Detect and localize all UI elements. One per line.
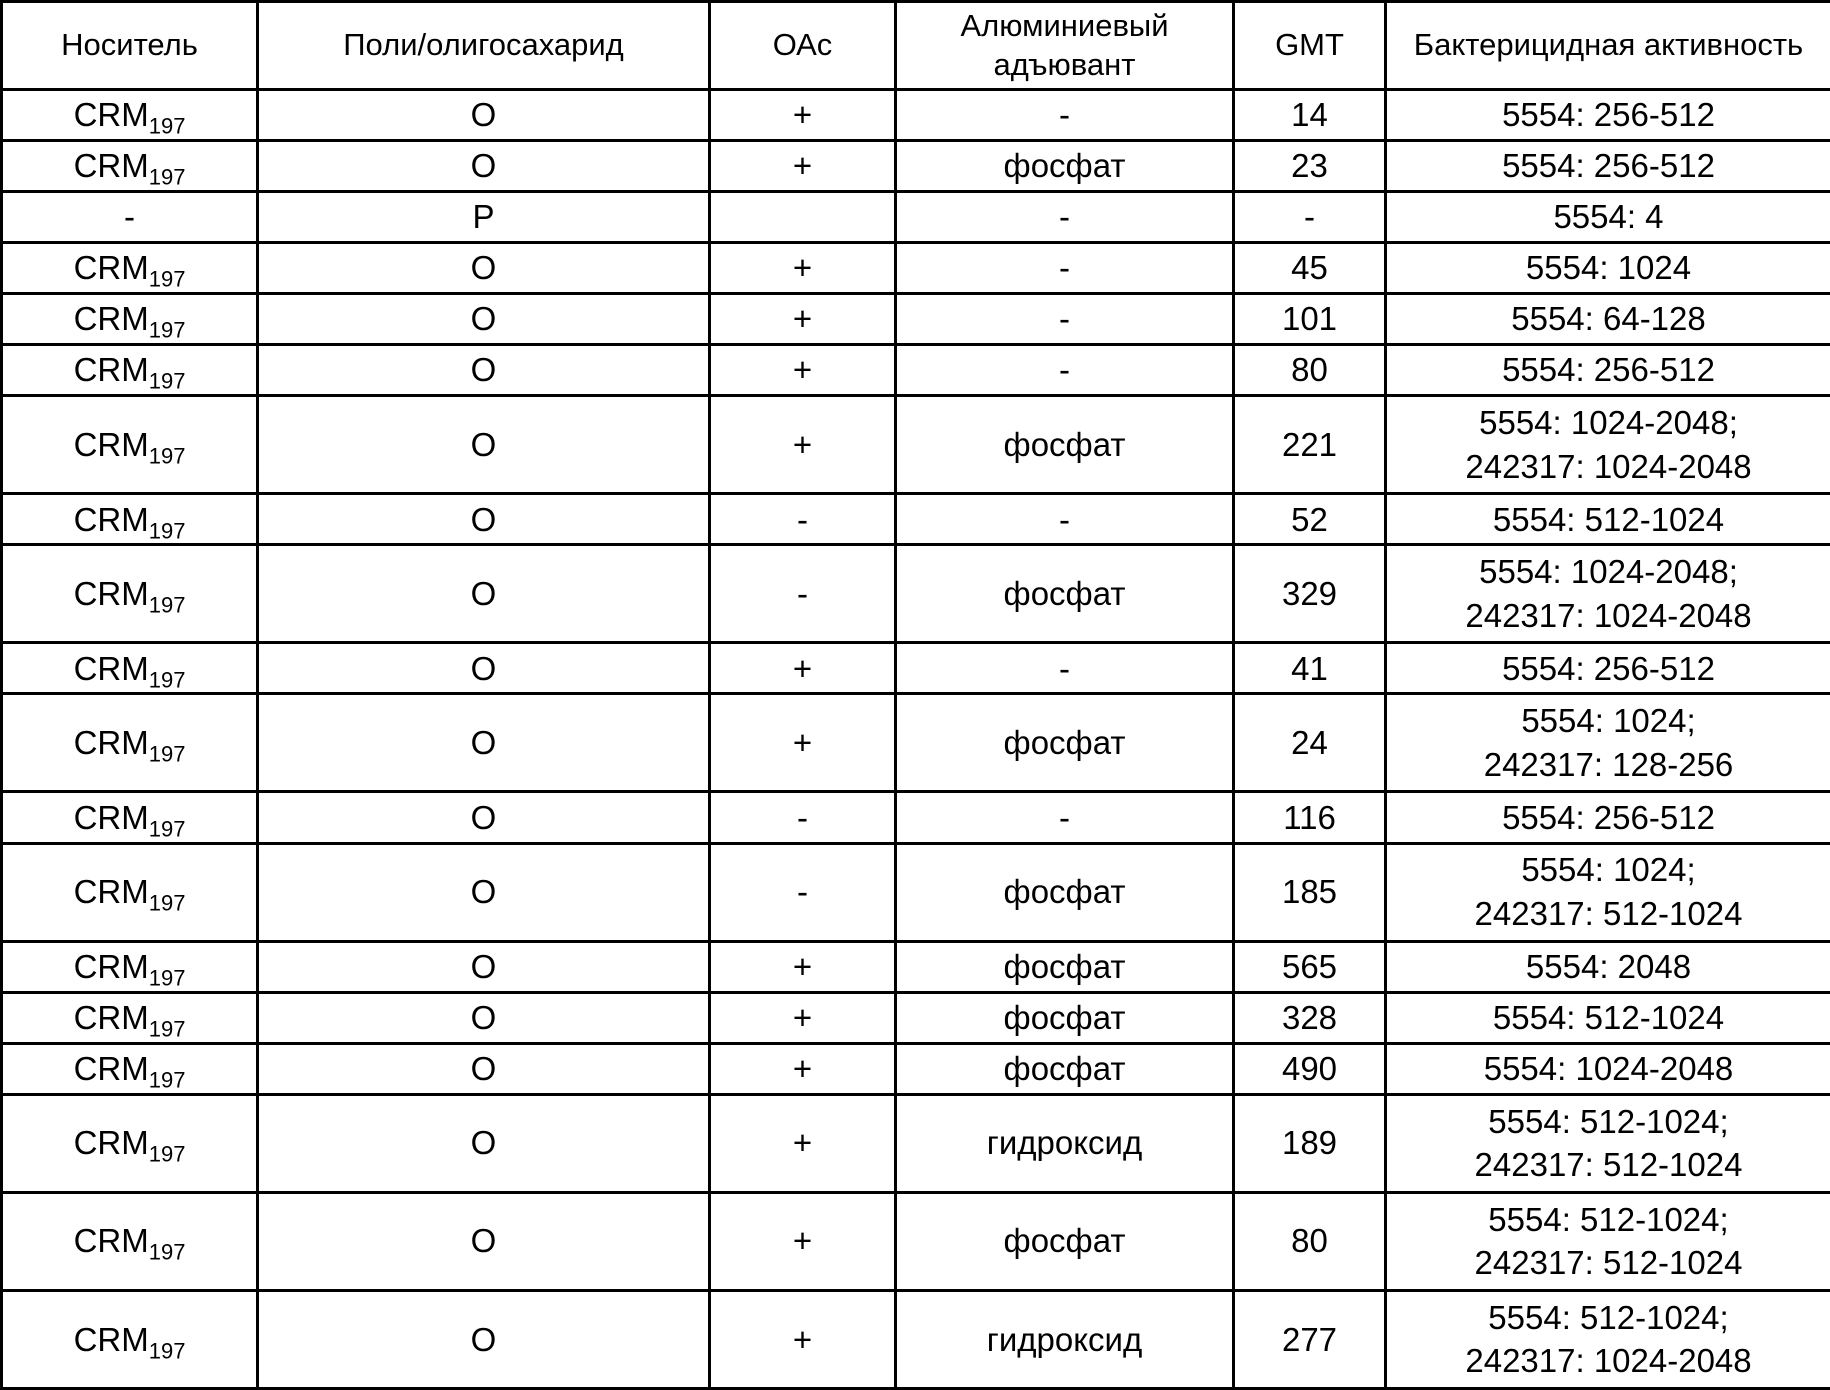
cell-activity: 5554: 256-512: [1386, 90, 1830, 141]
cell-gmt: 52: [1234, 494, 1386, 545]
cell-oac: -: [710, 494, 896, 545]
cell-activity: 5554: 512-1024: [1386, 494, 1830, 545]
cell-carrier: $CRM_{197}$: [2, 992, 258, 1043]
cell-oac: +: [710, 294, 896, 345]
cell-saccharide: О: [258, 792, 710, 843]
cell-activity: 5554: 256-512: [1386, 792, 1830, 843]
cell-adjuvant: гидроксид: [896, 1290, 1234, 1388]
cell-carrier: $CRM_{197}$: [2, 941, 258, 992]
table-row: [2, 643, 1830, 694]
cell-saccharide: О: [258, 941, 710, 992]
table-row: [2, 1094, 1830, 1192]
cell-carrier: $CRM_{197}$: [2, 345, 258, 396]
carrier-subscript: 197: [148, 816, 186, 842]
cell-activity: 5554: 1024: [1386, 243, 1830, 294]
carrier-subscript: 197: [148, 592, 186, 618]
cell-saccharide: О: [258, 694, 710, 792]
cell-saccharide: О: [258, 243, 710, 294]
cell-carrier: $CRM_{197}$: [2, 396, 258, 494]
cell-oac: -: [710, 792, 896, 843]
cell-activity: 5554: 256-512: [1386, 345, 1830, 396]
cell-gmt: 329: [1234, 545, 1386, 643]
cell-gmt: 24: [1234, 694, 1386, 792]
cell-carrier: $CRM_{197}$: [2, 90, 258, 141]
cell-saccharide: Р: [258, 192, 710, 243]
cell-activity: 5554: 1024-2048: [1386, 1043, 1830, 1094]
cell-carrier: $CRM_{197}$: [2, 1043, 258, 1094]
cell-oac: +: [710, 1043, 896, 1094]
cell-carrier: $CRM_{197}$: [2, 1290, 258, 1388]
cell-carrier: $CRM_{197}$: [2, 694, 258, 792]
cell-adjuvant: -: [896, 243, 1234, 294]
carrier-subscript: 197: [148, 1240, 186, 1266]
cell-adjuvant: -: [896, 494, 1234, 545]
cell-oac: +: [710, 1192, 896, 1290]
cell-gmt: 80: [1234, 345, 1386, 396]
cell-oac: +: [710, 396, 896, 494]
cell-activity: 5554: 512-1024; 242317: 512-1024: [1386, 1094, 1830, 1192]
cell-gmt: 328: [1234, 992, 1386, 1043]
cell-carrier: $CRM_{197}$: [2, 141, 258, 192]
cell-adjuvant: фосфат: [896, 141, 1234, 192]
cell-adjuvant: гидроксид: [896, 1094, 1234, 1192]
carrier-subscript: 197: [148, 965, 186, 991]
carrier-subscript: 197: [148, 667, 186, 693]
cell-saccharide: О: [258, 345, 710, 396]
cell-saccharide: О: [258, 843, 710, 941]
table-header-row: [2, 2, 1830, 90]
cell-gmt: 41: [1234, 643, 1386, 694]
cell-adjuvant: фосфат: [896, 1043, 1234, 1094]
cell-gmt: 490: [1234, 1043, 1386, 1094]
cell-activity: 5554: 512-1024: [1386, 992, 1830, 1043]
cell-gmt: 80: [1234, 1192, 1386, 1290]
column-header-adjuvant: Алюминиевый адъювант: [896, 2, 1234, 90]
cell-oac: +: [710, 345, 896, 396]
cell-adjuvant: -: [896, 792, 1234, 843]
cell-saccharide: О: [258, 141, 710, 192]
carrier-subscript: 197: [148, 266, 186, 292]
carrier-subscript: 197: [148, 1338, 186, 1364]
table-row: [2, 192, 1830, 243]
cell-carrier: $CRM_{197}$: [2, 545, 258, 643]
table-row: [2, 345, 1830, 396]
cell-saccharide: О: [258, 294, 710, 345]
cell-adjuvant: фосфат: [896, 396, 1234, 494]
carrier-subscript: 197: [148, 1016, 186, 1042]
cell-carrier: $CRM_{197}$: [2, 1192, 258, 1290]
cell-adjuvant: фосфат: [896, 941, 1234, 992]
table-row: [2, 1192, 1830, 1290]
column-header-activity: Бактерицидная активность: [1386, 2, 1830, 90]
cell-activity: 5554: 256-512: [1386, 141, 1830, 192]
cell-oac: +: [710, 941, 896, 992]
carrier-subscript: 197: [148, 113, 186, 139]
cell-activity: 5554: 1024; 242317: 128-256: [1386, 694, 1830, 792]
cell-gmt: 101: [1234, 294, 1386, 345]
cell-gmt: 185: [1234, 843, 1386, 941]
carrier-subscript: 197: [148, 1142, 186, 1168]
cell-gmt: 277: [1234, 1290, 1386, 1388]
cell-activity: 5554: 4: [1386, 192, 1830, 243]
table-row: [2, 396, 1830, 494]
cell-carrier: $CRM_{197}$: [2, 494, 258, 545]
column-header-gmt: GMT: [1234, 2, 1386, 90]
cell-adjuvant: -: [896, 192, 1234, 243]
cell-adjuvant: фосфат: [896, 843, 1234, 941]
cell-oac: -: [710, 843, 896, 941]
cell-adjuvant: фосфат: [896, 992, 1234, 1043]
table-row: [2, 694, 1830, 792]
carrier-subscript: 197: [148, 890, 186, 916]
column-header-oac: ОАс: [710, 2, 896, 90]
table-row: [2, 1290, 1830, 1388]
cell-activity: 5554: 1024; 242317: 512-1024: [1386, 843, 1830, 941]
cell-carrier: $CRM_{197}$: [2, 843, 258, 941]
carrier-subscript: 197: [148, 369, 186, 395]
cell-gmt: -: [1234, 192, 1386, 243]
cell-oac: +: [710, 90, 896, 141]
cell-activity: 5554: 1024-2048; 242317: 1024-2048: [1386, 396, 1830, 494]
cell-oac: +: [710, 992, 896, 1043]
cell-saccharide: О: [258, 396, 710, 494]
cell-gmt: 116: [1234, 792, 1386, 843]
carrier-subscript: 197: [148, 164, 186, 190]
table-row: [2, 992, 1830, 1043]
table-row: [2, 941, 1830, 992]
table-row: [2, 141, 1830, 192]
table-row: [2, 90, 1830, 141]
cell-carrier: $CRM_{197}$: [2, 1094, 258, 1192]
cell-oac: +: [710, 243, 896, 294]
cell-activity: 5554: 64-128: [1386, 294, 1830, 345]
cell-saccharide: О: [258, 643, 710, 694]
table-row: [2, 243, 1830, 294]
cell-oac: -: [710, 545, 896, 643]
cell-adjuvant: -: [896, 643, 1234, 694]
carrier-subscript: 197: [148, 518, 186, 544]
table-row: [2, 792, 1830, 843]
cell-gmt: 14: [1234, 90, 1386, 141]
cell-saccharide: О: [258, 1192, 710, 1290]
carrier-subscript: 197: [148, 318, 186, 344]
table-row: [2, 843, 1830, 941]
table-row: [2, 494, 1830, 545]
cell-adjuvant: фосфат: [896, 1192, 1234, 1290]
cell-carrier: -: [2, 192, 258, 243]
cell-saccharide: О: [258, 992, 710, 1043]
cell-gmt: 221: [1234, 396, 1386, 494]
cell-saccharide: О: [258, 1043, 710, 1094]
carrier-subscript: 197: [148, 443, 186, 469]
carrier-subscript: 197: [148, 1067, 186, 1093]
column-header-carrier: Носитель: [2, 2, 258, 90]
cell-oac: +: [710, 141, 896, 192]
cell-carrier: $CRM_{197}$: [2, 792, 258, 843]
cell-oac: +: [710, 643, 896, 694]
cell-activity: 5554: 1024-2048; 242317: 1024-2048: [1386, 545, 1830, 643]
cell-adjuvant: фосфат: [896, 545, 1234, 643]
column-header-saccharide: Поли/олигосахарид: [258, 2, 710, 90]
table-row: [2, 545, 1830, 643]
cell-oac: +: [710, 694, 896, 792]
cell-adjuvant: -: [896, 345, 1234, 396]
cell-saccharide: О: [258, 494, 710, 545]
cell-adjuvant: -: [896, 90, 1234, 141]
cell-gmt: 189: [1234, 1094, 1386, 1192]
cell-saccharide: О: [258, 545, 710, 643]
cell-oac: +: [710, 1094, 896, 1192]
cell-activity: 5554: 512-1024; 242317: 512-1024: [1386, 1192, 1830, 1290]
table-row: [2, 1043, 1830, 1094]
cell-saccharide: О: [258, 90, 710, 141]
table-body: [2, 90, 1830, 1389]
cell-carrier: $CRM_{197}$: [2, 243, 258, 294]
cell-activity: 5554: 256-512: [1386, 643, 1830, 694]
cell-adjuvant: -: [896, 294, 1234, 345]
cell-carrier: $CRM_{197}$: [2, 294, 258, 345]
cell-carrier: $CRM_{197}$: [2, 643, 258, 694]
cell-activity: 5554: 2048: [1386, 941, 1830, 992]
cell-gmt: 565: [1234, 941, 1386, 992]
table-row: [2, 294, 1830, 345]
cell-gmt: 23: [1234, 141, 1386, 192]
cell-gmt: 45: [1234, 243, 1386, 294]
cell-adjuvant: фосфат: [896, 694, 1234, 792]
cell-saccharide: О: [258, 1290, 710, 1388]
cell-oac: +: [710, 1290, 896, 1388]
cell-activity: 5554: 512-1024; 242317: 1024-2048: [1386, 1290, 1830, 1388]
carrier-subscript: 197: [148, 741, 186, 767]
cell-oac: [710, 192, 896, 243]
cell-saccharide: О: [258, 1094, 710, 1192]
